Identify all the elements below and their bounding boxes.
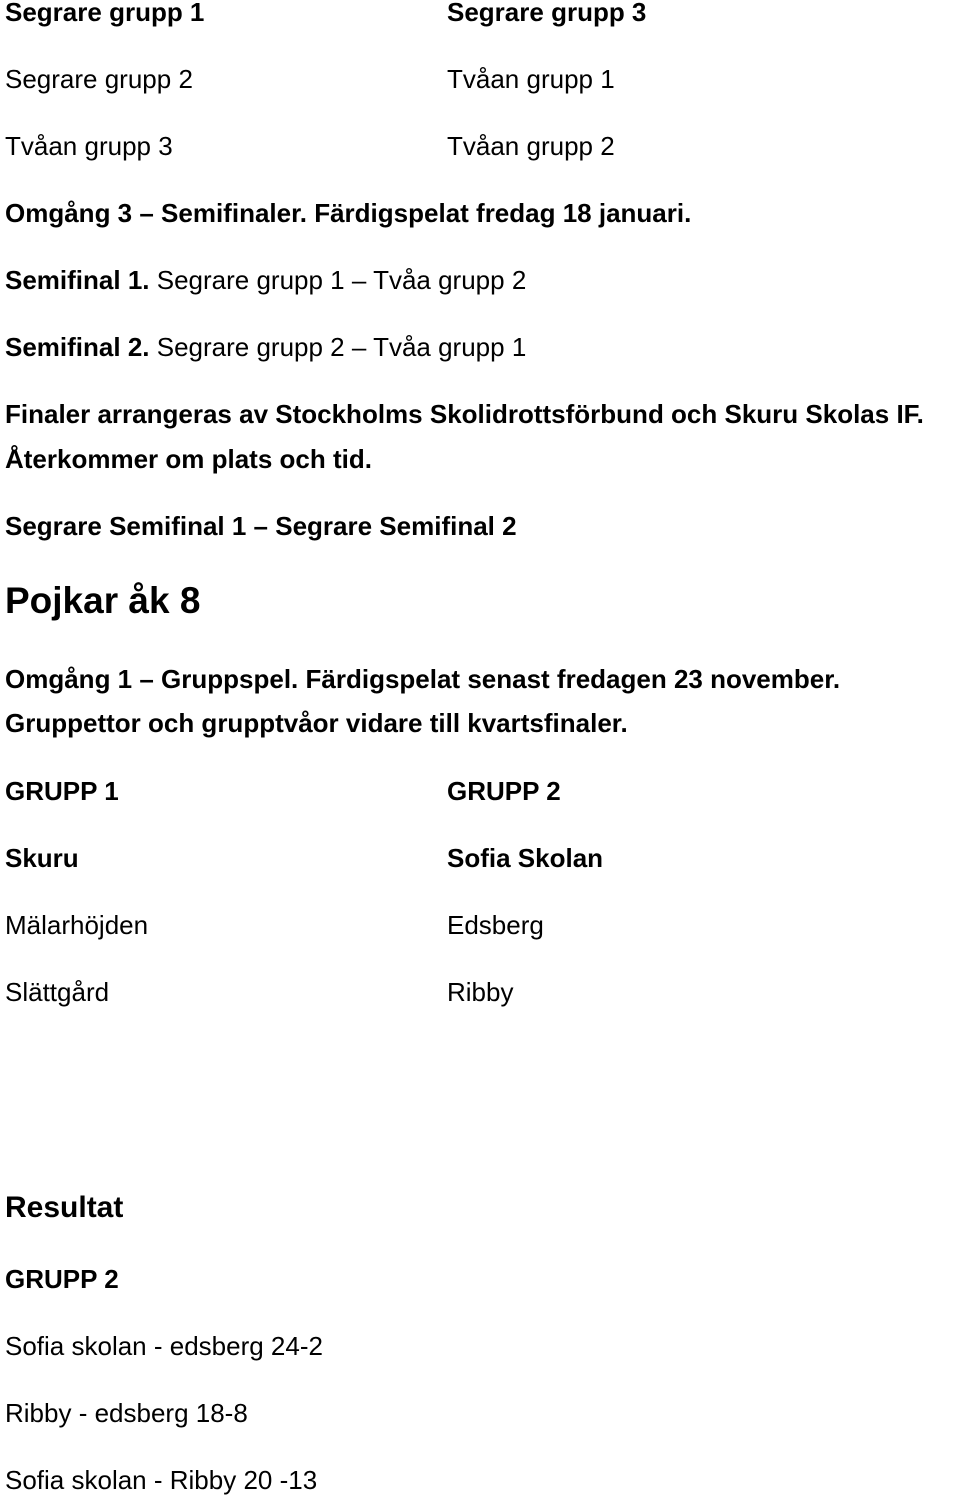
semifinal-1-label: Semifinal 1.	[5, 265, 150, 295]
round3-heading: Omgång 3 – Semifinaler. Färdigspelat fredag 18 januari.	[5, 198, 692, 228]
boys8-round1-line-2: Gruppettor och grupptvåor vidare till kvartsfinaler.	[5, 708, 628, 738]
results-title: Resultat	[5, 1191, 124, 1224]
semifinal-2-label: Semifinal 2.	[5, 332, 150, 362]
results-group-title: GRUPP 2	[5, 1264, 119, 1294]
semifinal-1-match: Segrare grupp 1 – Tvåa grupp 2	[156, 265, 527, 295]
result-match-2: Ribby - edsberg 18-8	[5, 1398, 248, 1428]
semifinal-1-line	[5, 264, 526, 296]
result-match-1: Sofia skolan - edsberg 24-2	[5, 1331, 323, 1361]
semifinal-2-line	[5, 331, 526, 363]
pair-left-2: Segrare grupp 2	[5, 64, 193, 94]
pair-right-3: Tvåan grupp 2	[447, 131, 615, 161]
result-match-3: Sofia skolan - Ribby 20 -13	[5, 1465, 318, 1495]
boys8-round1-line-1: Omgång 1 – Gruppspel. Färdigspelat senast fredagen 23 november.	[5, 664, 841, 694]
group-2-team-3: Ribby	[447, 977, 514, 1007]
group-1-team-1: Skuru	[5, 843, 79, 873]
group-2-title: GRUPP 2	[447, 776, 561, 806]
group-2-team-1: Sofia Skolan	[447, 843, 604, 873]
group-2-team-2: Edsberg	[447, 910, 544, 940]
section-title-boys-grade-8: Pojkar åk 8	[5, 580, 201, 621]
finals-info-line-1: Finaler arrangeras av Stockholms Skolidrottsförbund och Skuru Skolas IF.	[5, 399, 924, 429]
group-1-title: GRUPP 1	[5, 776, 119, 806]
final-match: Segrare Semifinal 1 – Segrare Semifinal 2	[5, 511, 517, 541]
group-1-team-2: Mälarhöjden	[5, 910, 149, 940]
pair-left-1: Segrare grupp 1	[5, 0, 205, 27]
pair-left-3: Tvåan grupp 3	[5, 131, 173, 161]
group-1-team-3: Slättgård	[5, 977, 110, 1007]
finals-info-line-2: Återkommer om plats och tid.	[5, 444, 372, 474]
pair-right-1: Segrare grupp 3	[447, 0, 647, 27]
semifinal-2-match: Segrare grupp 2 – Tvåa grupp 1	[156, 332, 527, 362]
pair-right-2: Tvåan grupp 1	[447, 64, 615, 94]
